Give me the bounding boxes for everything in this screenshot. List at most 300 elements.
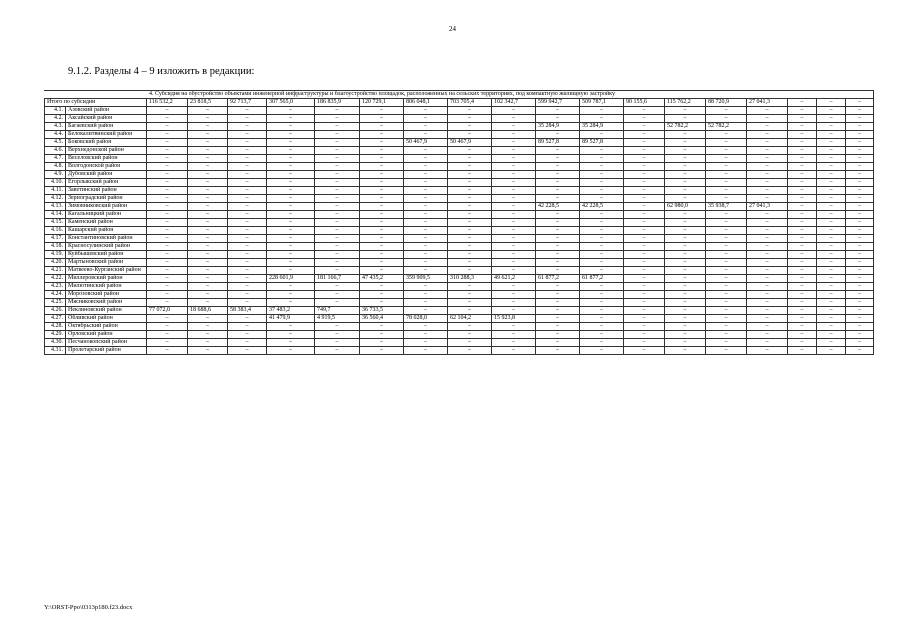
row-value-cell: – xyxy=(448,203,492,211)
row-value-cell: – xyxy=(147,331,188,339)
table-row xyxy=(45,323,874,331)
row-value-cell: – xyxy=(492,307,536,315)
row-value-cell: – xyxy=(706,227,747,235)
row-value-cell: – xyxy=(747,211,788,219)
row-value-cell: – xyxy=(747,291,788,299)
row-value-cell: – xyxy=(448,283,492,291)
row-value-cell: – xyxy=(817,291,846,299)
row-value-cell: – xyxy=(315,131,360,139)
row-value-cell: – xyxy=(404,347,448,355)
row-value-cell: – xyxy=(188,155,228,163)
row-value-cell: – xyxy=(228,155,267,163)
row-value-cell: – xyxy=(846,251,874,259)
row-index: 4.20. xyxy=(45,259,66,267)
row-value-cell: 58 383,4 xyxy=(228,307,267,315)
row-value-cell: – xyxy=(404,243,448,251)
total-value-cell: 599 942,7 xyxy=(536,99,580,107)
row-value-cell: – xyxy=(315,243,360,251)
table-row xyxy=(45,259,874,267)
row-value-cell: – xyxy=(188,235,228,243)
row-value-cell: – xyxy=(817,123,846,131)
row-value-cell: – xyxy=(267,267,315,275)
row-value-cell: – xyxy=(817,187,846,195)
row-value-cell: – xyxy=(492,195,536,203)
row-value-cell: – xyxy=(624,339,665,347)
row-value-cell: – xyxy=(228,251,267,259)
row-value-cell: – xyxy=(665,243,706,251)
row-value-cell: – xyxy=(404,203,448,211)
row-value-cell: – xyxy=(188,195,228,203)
total-value-cell: 90 155,6 xyxy=(624,99,665,107)
table-row xyxy=(45,163,874,171)
row-value-cell: – xyxy=(536,235,580,243)
row-value-cell: – xyxy=(448,115,492,123)
table-row xyxy=(45,235,874,243)
row-value-cell: – xyxy=(267,331,315,339)
row-value-cell: – xyxy=(492,219,536,227)
total-value-cell: 88 720,9 xyxy=(706,99,747,107)
row-value-cell: – xyxy=(747,339,788,347)
row-district-name: Куйбышевский район xyxy=(66,251,147,259)
row-value-cell: – xyxy=(315,211,360,219)
row-value-cell: – xyxy=(665,171,706,179)
row-value-cell: – xyxy=(404,251,448,259)
table-row xyxy=(45,315,874,323)
row-value-cell: – xyxy=(267,131,315,139)
row-value-cell: – xyxy=(404,331,448,339)
row-value-cell: 42 228,5 xyxy=(536,203,580,211)
row-value-cell: – xyxy=(580,211,624,219)
row-value-cell: – xyxy=(492,267,536,275)
row-value-cell: – xyxy=(315,235,360,243)
row-value-cell: – xyxy=(147,291,188,299)
row-value-cell: – xyxy=(228,123,267,131)
row-value-cell: – xyxy=(267,347,315,355)
row-value-cell: – xyxy=(188,163,228,171)
total-value-cell: 806 048,1 xyxy=(404,99,448,107)
row-value-cell: – xyxy=(665,163,706,171)
row-value-cell: – xyxy=(624,219,665,227)
row-value-cell: – xyxy=(536,331,580,339)
row-value-cell: – xyxy=(315,267,360,275)
row-value-cell: – xyxy=(580,115,624,123)
row-value-cell: – xyxy=(360,171,404,179)
row-value-cell: – xyxy=(267,163,315,171)
row-value-cell: – xyxy=(147,139,188,147)
row-index: 4.16. xyxy=(45,227,66,235)
row-value-cell: – xyxy=(788,307,817,315)
row-value-cell: – xyxy=(624,131,665,139)
row-value-cell: – xyxy=(747,315,788,323)
row-value-cell: – xyxy=(147,115,188,123)
row-value-cell: – xyxy=(788,283,817,291)
row-value-cell: – xyxy=(188,331,228,339)
row-value-cell: – xyxy=(188,267,228,275)
row-value-cell: – xyxy=(448,323,492,331)
row-value-cell: – xyxy=(492,339,536,347)
row-value-cell: – xyxy=(228,131,267,139)
row-value-cell: – xyxy=(448,219,492,227)
row-value-cell: – xyxy=(448,171,492,179)
row-district-name: Аксайский район xyxy=(66,115,147,123)
row-value-cell: – xyxy=(492,331,536,339)
row-value-cell: – xyxy=(665,235,706,243)
row-value-cell: – xyxy=(624,347,665,355)
row-value-cell: – xyxy=(492,139,536,147)
row-value-cell: – xyxy=(360,267,404,275)
row-value-cell: – xyxy=(315,203,360,211)
row-value-cell: – xyxy=(706,299,747,307)
row-value-cell: – xyxy=(448,131,492,139)
row-value-cell: – xyxy=(228,219,267,227)
total-value-cell: – xyxy=(788,99,817,107)
row-district-name: Пролетарский район xyxy=(66,347,147,355)
row-value-cell: – xyxy=(580,195,624,203)
row-value-cell: – xyxy=(267,339,315,347)
row-value-cell: – xyxy=(580,107,624,115)
row-value-cell: – xyxy=(536,107,580,115)
row-value-cell: – xyxy=(315,227,360,235)
row-value-cell: – xyxy=(360,115,404,123)
row-value-cell: – xyxy=(536,115,580,123)
row-value-cell: – xyxy=(817,331,846,339)
table-row xyxy=(45,283,874,291)
row-value-cell: – xyxy=(624,139,665,147)
row-value-cell: – xyxy=(846,339,874,347)
row-value-cell: – xyxy=(360,339,404,347)
row-value-cell: – xyxy=(448,147,492,155)
row-value-cell: – xyxy=(580,187,624,195)
section-title: 4. Субсидия на обустройство объектами инженерной инфраструктуры и благоустройство площадок, расположенных на сельских территориях, под компактную жилищную застройку xyxy=(147,91,874,99)
row-value-cell: – xyxy=(747,307,788,315)
row-value-cell: – xyxy=(315,155,360,163)
row-value-cell: – xyxy=(747,163,788,171)
row-value-cell: – xyxy=(404,259,448,267)
row-value-cell: 35 284,9 xyxy=(536,123,580,131)
row-value-cell: – xyxy=(228,331,267,339)
row-value-cell: – xyxy=(267,211,315,219)
footer-file-path: Y:\ORST-Ppo\0313p180.f23.docx xyxy=(44,604,133,611)
row-value-cell: – xyxy=(315,107,360,115)
row-value-cell: – xyxy=(448,211,492,219)
row-index: 4.21. xyxy=(45,267,66,275)
row-index: 4.19. xyxy=(45,251,66,259)
table-row xyxy=(45,331,874,339)
row-value-cell: – xyxy=(580,171,624,179)
row-value-cell: – xyxy=(147,267,188,275)
row-value-cell: 89 527,8 xyxy=(580,139,624,147)
row-value-cell: – xyxy=(817,219,846,227)
row-value-cell: – xyxy=(267,115,315,123)
row-value-cell: – xyxy=(315,299,360,307)
row-index: 4.5. xyxy=(45,139,66,147)
row-value-cell: – xyxy=(228,203,267,211)
table-row xyxy=(45,275,874,283)
row-value-cell: 4 919,5 xyxy=(315,315,360,323)
row-value-cell: – xyxy=(315,115,360,123)
row-value-cell: – xyxy=(846,323,874,331)
row-value-cell: – xyxy=(747,259,788,267)
row-value-cell: – xyxy=(404,307,448,315)
row-district-name: Зимовниковский район xyxy=(66,203,147,211)
row-value-cell: – xyxy=(665,195,706,203)
row-value-cell: – xyxy=(267,195,315,203)
row-value-cell: – xyxy=(404,147,448,155)
row-value-cell: – xyxy=(228,299,267,307)
row-value-cell: – xyxy=(817,211,846,219)
row-value-cell: – xyxy=(188,187,228,195)
row-value-cell: – xyxy=(448,331,492,339)
row-value-cell: – xyxy=(747,235,788,243)
table-row xyxy=(45,115,874,123)
row-value-cell: – xyxy=(147,163,188,171)
row-value-cell: – xyxy=(624,259,665,267)
row-value-cell: – xyxy=(267,139,315,147)
row-value-cell: – xyxy=(788,339,817,347)
row-value-cell: – xyxy=(448,243,492,251)
row-value-cell: – xyxy=(747,347,788,355)
row-value-cell: – xyxy=(228,195,267,203)
row-value-cell: – xyxy=(228,163,267,171)
row-value-cell: – xyxy=(817,243,846,251)
row-value-cell: – xyxy=(360,243,404,251)
row-value-cell: – xyxy=(147,227,188,235)
row-value-cell: – xyxy=(315,283,360,291)
row-value-cell: – xyxy=(817,139,846,147)
row-value-cell: – xyxy=(580,339,624,347)
row-value-cell: – xyxy=(404,235,448,243)
row-value-cell: – xyxy=(706,171,747,179)
row-value-cell: – xyxy=(665,187,706,195)
row-value-cell: – xyxy=(147,323,188,331)
row-value-cell: – xyxy=(580,267,624,275)
row-value-cell: – xyxy=(788,171,817,179)
row-value-cell: – xyxy=(788,347,817,355)
row-value-cell: – xyxy=(846,139,874,147)
row-value-cell: – xyxy=(448,259,492,267)
row-district-name: Веселовский район xyxy=(66,155,147,163)
row-value-cell: – xyxy=(788,243,817,251)
row-value-cell: – xyxy=(747,139,788,147)
row-value-cell: – xyxy=(536,339,580,347)
row-value-cell: – xyxy=(228,115,267,123)
row-value-cell: – xyxy=(404,179,448,187)
row-index: 4.25. xyxy=(45,299,66,307)
row-value-cell: – xyxy=(817,227,846,235)
row-district-name: Константиновский район xyxy=(66,235,147,243)
table-row xyxy=(45,203,874,211)
row-value-cell: – xyxy=(747,267,788,275)
row-value-cell: – xyxy=(788,219,817,227)
row-value-cell: – xyxy=(706,107,747,115)
row-value-cell: – xyxy=(846,203,874,211)
row-value-cell: – xyxy=(706,307,747,315)
row-value-cell: – xyxy=(147,235,188,243)
row-value-cell: – xyxy=(228,283,267,291)
row-value-cell: – xyxy=(665,283,706,291)
row-value-cell: – xyxy=(817,195,846,203)
row-value-cell: – xyxy=(788,123,817,131)
row-value-cell: – xyxy=(624,251,665,259)
row-value-cell: – xyxy=(448,123,492,131)
row-value-cell: – xyxy=(817,155,846,163)
row-value-cell: – xyxy=(360,195,404,203)
row-value-cell: – xyxy=(624,107,665,115)
row-value-cell: – xyxy=(147,171,188,179)
row-value-cell: – xyxy=(817,163,846,171)
row-index: 4.4. xyxy=(45,131,66,139)
row-value-cell: – xyxy=(747,171,788,179)
table-row xyxy=(45,219,874,227)
row-value-cell: – xyxy=(665,147,706,155)
row-value-cell: – xyxy=(267,243,315,251)
row-value-cell: – xyxy=(404,267,448,275)
row-value-cell: – xyxy=(267,179,315,187)
row-value-cell: – xyxy=(228,139,267,147)
table-row xyxy=(45,123,874,131)
row-value-cell: – xyxy=(404,291,448,299)
row-value-cell: – xyxy=(788,251,817,259)
row-value-cell: – xyxy=(624,267,665,275)
total-value-cell: 703 705,4 xyxy=(448,99,492,107)
row-value-cell: – xyxy=(624,291,665,299)
row-value-cell: – xyxy=(788,139,817,147)
row-value-cell: 41 479,9 xyxy=(267,315,315,323)
row-value-cell: – xyxy=(706,251,747,259)
row-value-cell: – xyxy=(188,219,228,227)
row-value-cell: – xyxy=(536,179,580,187)
row-value-cell: – xyxy=(580,155,624,163)
row-index: 4.15. xyxy=(45,219,66,227)
row-value-cell: – xyxy=(147,123,188,131)
row-value-cell: – xyxy=(360,187,404,195)
row-value-cell: – xyxy=(315,339,360,347)
row-value-cell: – xyxy=(665,307,706,315)
row-value-cell: – xyxy=(492,291,536,299)
row-value-cell: – xyxy=(846,227,874,235)
row-value-cell: – xyxy=(665,315,706,323)
row-value-cell: – xyxy=(788,147,817,155)
row-value-cell: – xyxy=(536,187,580,195)
row-value-cell: – xyxy=(315,171,360,179)
row-value-cell: – xyxy=(228,339,267,347)
row-value-cell: – xyxy=(188,243,228,251)
row-value-cell: – xyxy=(747,323,788,331)
row-value-cell: – xyxy=(492,259,536,267)
row-value-cell: – xyxy=(706,331,747,339)
row-value-cell: – xyxy=(267,123,315,131)
row-value-cell: – xyxy=(846,187,874,195)
row-value-cell: – xyxy=(404,219,448,227)
row-value-cell: – xyxy=(147,243,188,251)
row-value-cell: – xyxy=(846,147,874,155)
row-value-cell: – xyxy=(536,307,580,315)
row-value-cell: – xyxy=(706,155,747,163)
row-value-cell: – xyxy=(536,219,580,227)
row-value-cell: – xyxy=(315,323,360,331)
row-value-cell: – xyxy=(788,131,817,139)
row-value-cell: – xyxy=(580,347,624,355)
row-value-cell: – xyxy=(448,163,492,171)
row-district-name: Миллеровский район xyxy=(66,275,147,283)
row-value-cell: – xyxy=(665,155,706,163)
row-value-cell: – xyxy=(580,251,624,259)
row-value-cell: – xyxy=(817,131,846,139)
row-value-cell: – xyxy=(706,315,747,323)
row-value-cell: – xyxy=(315,291,360,299)
row-value-cell: – xyxy=(580,179,624,187)
row-value-cell: 310 288,3 xyxy=(448,275,492,283)
row-value-cell: – xyxy=(147,275,188,283)
row-value-cell: – xyxy=(315,147,360,155)
row-value-cell: – xyxy=(706,283,747,291)
row-value-cell: – xyxy=(846,195,874,203)
row-value-cell: – xyxy=(580,235,624,243)
row-value-cell: – xyxy=(404,299,448,307)
row-value-cell: – xyxy=(706,291,747,299)
row-value-cell: – xyxy=(147,211,188,219)
row-index: 4.29. xyxy=(45,331,66,339)
row-value-cell: – xyxy=(747,275,788,283)
row-value-cell: – xyxy=(580,299,624,307)
row-value-cell: – xyxy=(817,339,846,347)
row-value-cell: – xyxy=(536,243,580,251)
row-value-cell: – xyxy=(448,227,492,235)
row-value-cell: – xyxy=(624,275,665,283)
row-index: 4.6. xyxy=(45,147,66,155)
row-value-cell: – xyxy=(706,147,747,155)
row-value-cell: – xyxy=(788,315,817,323)
row-value-cell: – xyxy=(536,299,580,307)
row-value-cell: 89 527,8 xyxy=(536,139,580,147)
row-value-cell: – xyxy=(228,107,267,115)
row-value-cell: – xyxy=(315,251,360,259)
row-district-name: Заветинский район xyxy=(66,187,147,195)
row-value-cell: 61 877,2 xyxy=(580,275,624,283)
row-value-cell: – xyxy=(188,171,228,179)
row-value-cell: – xyxy=(147,347,188,355)
total-value-cell: 115 762,2 xyxy=(665,99,706,107)
row-value-cell: – xyxy=(492,131,536,139)
row-value-cell: – xyxy=(492,187,536,195)
row-value-cell: – xyxy=(492,115,536,123)
row-value-cell: – xyxy=(624,283,665,291)
row-value-cell: – xyxy=(846,155,874,163)
row-value-cell: – xyxy=(706,115,747,123)
row-value-cell: – xyxy=(267,235,315,243)
row-value-cell: – xyxy=(267,323,315,331)
row-value-cell: – xyxy=(536,195,580,203)
table-row xyxy=(45,243,874,251)
row-value-cell: – xyxy=(360,251,404,259)
row-value-cell: – xyxy=(817,347,846,355)
table-row xyxy=(45,171,874,179)
row-value-cell: – xyxy=(448,291,492,299)
row-value-cell: – xyxy=(147,203,188,211)
row-district-name: Орловский район xyxy=(66,331,147,339)
table-row xyxy=(45,291,874,299)
row-value-cell: – xyxy=(536,323,580,331)
row-value-cell: – xyxy=(147,147,188,155)
row-value-cell: – xyxy=(360,131,404,139)
row-value-cell: – xyxy=(267,259,315,267)
row-value-cell: – xyxy=(624,163,665,171)
row-value-cell: – xyxy=(267,291,315,299)
total-row xyxy=(45,99,874,107)
row-value-cell: – xyxy=(846,299,874,307)
row-value-cell: – xyxy=(448,299,492,307)
row-value-cell: – xyxy=(360,227,404,235)
